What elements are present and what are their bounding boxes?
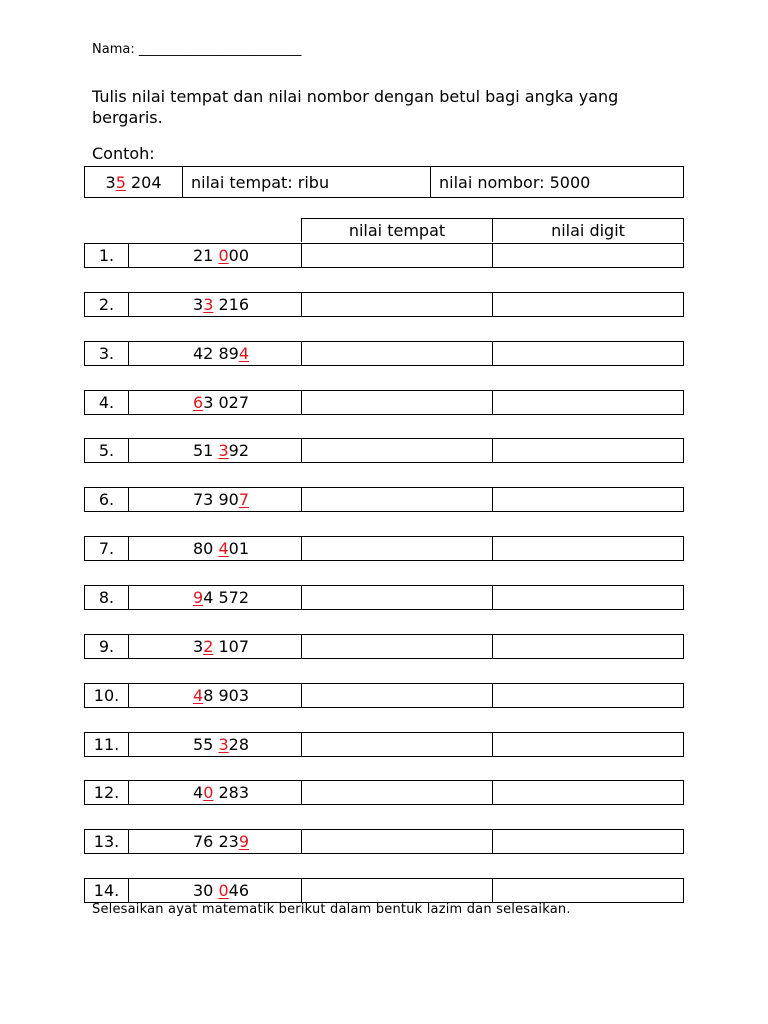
row-number-cell [128, 243, 302, 268]
row-place-value-answer[interactable] [301, 634, 493, 659]
number-part-after: 92 [228, 441, 249, 460]
underlined-digit: 6 [193, 393, 204, 412]
row-number [181, 783, 249, 802]
row-number [181, 832, 249, 851]
row-place-value-answer[interactable] [301, 292, 493, 317]
number-part-before: 55 [193, 735, 219, 754]
row-number-cell [128, 634, 302, 659]
row-index-cell [84, 292, 129, 317]
row-index-cell [84, 780, 129, 805]
row-number [181, 881, 249, 900]
row-index: 4. [98, 393, 115, 412]
row-index-cell [84, 341, 129, 366]
row-number [181, 393, 249, 412]
instruction-text: Tulis nilai tempat dan nilai nombor dengan betul bagi angka yang bergaris. [92, 87, 619, 127]
header-digit-value-label: nilai digit [551, 221, 625, 240]
row-digit-value-answer[interactable] [492, 634, 684, 659]
number-part-after: 28 [228, 735, 249, 754]
number-part-before: 3 [193, 295, 204, 314]
row-index-cell [84, 878, 129, 903]
number-part-after: 00 [228, 246, 249, 265]
row-index: 3. [98, 344, 115, 363]
underlined-digit: 4 [238, 344, 249, 363]
underlined-digit: 3 [218, 735, 229, 754]
header-digit-value [492, 218, 684, 242]
underlined-digit: 9 [238, 832, 249, 851]
row-digit-value-answer[interactable] [492, 292, 684, 317]
row-index-cell [84, 683, 129, 708]
row-number-cell [128, 341, 302, 366]
example-place-value-cell [182, 166, 431, 198]
row-number-cell [128, 829, 302, 854]
row-index: 11. [93, 735, 120, 754]
number-part-before: 80 [193, 539, 219, 558]
row-digit-value-answer[interactable] [492, 487, 684, 512]
row-index-cell [84, 536, 129, 561]
row-index: 14. [93, 881, 120, 900]
row-index: 9. [98, 637, 115, 656]
number-part-before: 76 23 [193, 832, 239, 851]
row-number-cell [128, 585, 302, 610]
number-part-before: 30 [193, 881, 219, 900]
row-digit-value-answer[interactable] [492, 878, 684, 903]
row-place-value-answer[interactable] [301, 243, 493, 268]
underlined-digit: 4 [193, 686, 204, 705]
row-number [181, 441, 249, 460]
row-place-value-answer[interactable] [301, 536, 493, 561]
header-place-value-label: nilai tempat [348, 221, 446, 240]
row-place-value-answer[interactable] [301, 732, 493, 757]
row-digit-value-answer[interactable] [492, 536, 684, 561]
row-index: 2. [98, 295, 115, 314]
number-part-after: 8 903 [203, 686, 249, 705]
underlined-digit: 0 [203, 783, 214, 802]
example-number-after: 204 [125, 172, 162, 192]
underlined-digit: 0 [218, 246, 229, 265]
example-number-value: nilai nombor: 5000 [439, 172, 591, 192]
row-place-value-answer[interactable] [301, 390, 493, 415]
row-index: 6. [98, 490, 115, 509]
number-part-before: 51 [193, 441, 219, 460]
row-place-value-answer[interactable] [301, 585, 493, 610]
row-index-cell [84, 585, 129, 610]
row-number [181, 344, 249, 363]
row-place-value-answer[interactable] [301, 438, 493, 463]
row-place-value-answer[interactable] [301, 341, 493, 366]
row-number-cell [128, 487, 302, 512]
number-part-before: 3 [193, 637, 204, 656]
row-number-cell [128, 732, 302, 757]
header-place-value [301, 218, 493, 242]
row-place-value-answer[interactable] [301, 683, 493, 708]
example-place-value: nilai tempat: ribu [191, 172, 330, 192]
number-part-after: 107 [213, 637, 249, 656]
example-number-cell [84, 166, 183, 198]
row-digit-value-answer[interactable] [492, 341, 684, 366]
row-index: 1. [98, 246, 115, 265]
row-digit-value-answer[interactable] [492, 732, 684, 757]
underlined-digit: 7 [238, 490, 249, 509]
row-number [181, 246, 249, 265]
row-number [181, 637, 249, 656]
row-index-cell [84, 243, 129, 268]
name-field-line[interactable]: Nama: _________________________ [92, 42, 302, 57]
row-index: 5. [98, 441, 115, 460]
number-part-after: 46 [228, 881, 249, 900]
row-number-cell [128, 438, 302, 463]
row-number [181, 686, 249, 705]
row-index-cell [84, 829, 129, 854]
underlined-digit: 3 [218, 441, 229, 460]
number-part-before: 21 [193, 246, 219, 265]
example-number-before: 3 [105, 172, 116, 192]
number-part-after: 3 027 [203, 393, 249, 412]
row-index: 10. [93, 686, 120, 705]
row-index-cell [84, 732, 129, 757]
row-index-cell [84, 487, 129, 512]
row-number [181, 295, 249, 314]
row-number [181, 539, 249, 558]
row-number-cell [128, 292, 302, 317]
row-number-cell [128, 878, 302, 903]
underlined-digit: 9 [193, 588, 204, 607]
row-digit-value-answer[interactable] [492, 780, 684, 805]
underlined-digit: 4 [218, 539, 229, 558]
row-digit-value-answer[interactable] [492, 683, 684, 708]
row-digit-value-answer[interactable] [492, 829, 684, 854]
number-part-after: 216 [213, 295, 249, 314]
row-index: 13. [93, 832, 120, 851]
number-part-before: 4 [193, 783, 204, 802]
row-number-cell [128, 683, 302, 708]
underlined-digit: 2 [203, 637, 214, 656]
row-index-cell [84, 390, 129, 415]
number-part-before: 42 89 [193, 344, 239, 363]
footer-instruction: Selesaikan ayat matematik berikut dalam bentuk lazim dan selesaikan. [92, 902, 571, 917]
row-index: 12. [93, 783, 120, 802]
number-part-after: 4 572 [203, 588, 249, 607]
example-number-value-cell [430, 166, 684, 198]
row-place-value-answer[interactable] [301, 780, 493, 805]
row-number-cell [128, 390, 302, 415]
row-index-cell [84, 438, 129, 463]
row-place-value-answer[interactable] [301, 829, 493, 854]
example-number-underlined-digit: 5 [115, 172, 126, 192]
row-number-cell [128, 780, 302, 805]
underlined-digit: 3 [203, 295, 214, 314]
number-part-after: 283 [213, 783, 249, 802]
underlined-digit: 0 [218, 881, 229, 900]
row-digit-value-answer[interactable] [492, 243, 684, 268]
row-number [181, 490, 249, 509]
row-index-cell [84, 634, 129, 659]
row-number-cell [128, 536, 302, 561]
example-label: Contoh: [92, 144, 155, 163]
row-number [181, 735, 249, 754]
row-place-value-answer[interactable] [301, 878, 493, 903]
number-part-after: 01 [228, 539, 249, 558]
row-number [181, 588, 249, 607]
row-digit-value-answer[interactable] [492, 438, 684, 463]
number-part-before: 73 90 [193, 490, 239, 509]
row-index: 7. [98, 539, 115, 558]
row-index: 8. [98, 588, 115, 607]
row-place-value-answer[interactable] [301, 487, 493, 512]
row-digit-value-answer[interactable] [492, 390, 684, 415]
row-digit-value-answer[interactable] [492, 585, 684, 610]
